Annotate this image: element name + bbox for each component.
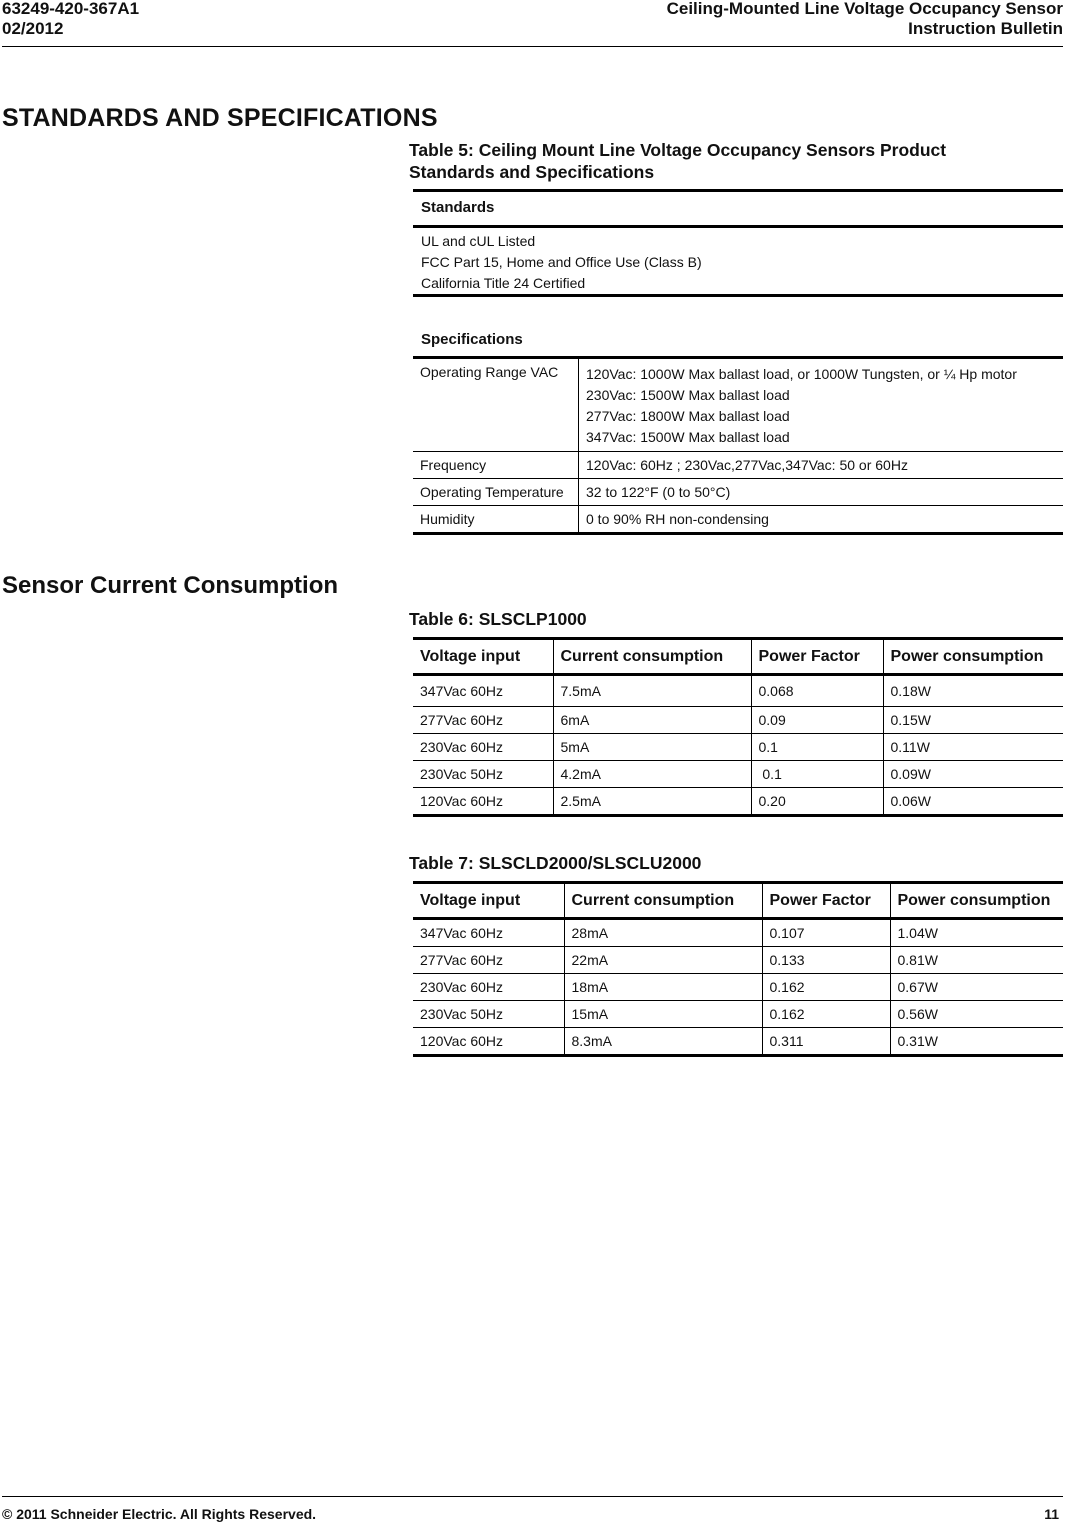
- table-header-row: [413, 639, 1063, 675]
- page-footer: [2, 1496, 1063, 1522]
- table-header-row: [413, 883, 1063, 919]
- spec-value: [579, 358, 1064, 452]
- table-cell: 277Vac 60Hz: [413, 947, 564, 974]
- section-heading-consumption: Sensor Current Consumption: [2, 572, 339, 599]
- table-cell: 0.18W: [883, 675, 1063, 707]
- table-cell: 0.81W: [890, 947, 1063, 974]
- table7-caption: Table 7: SLSCLD2000/SLSCLU2000: [409, 853, 702, 873]
- table-row: [413, 788, 1063, 816]
- table-cell: 0.06W: [883, 788, 1063, 816]
- column-header: Power consumption: [883, 639, 1063, 675]
- column-header: Current consumption: [564, 883, 762, 919]
- table-cell: 120Vac 60Hz: [413, 1028, 564, 1056]
- specifications-title: Specifications: [421, 331, 523, 348]
- spec-label: Operating Range VAC: [413, 358, 579, 452]
- header-left: [2, 0, 139, 39]
- table-row: [413, 947, 1063, 974]
- table-cell: 22mA: [564, 947, 762, 974]
- doc-subtitle: Instruction Bulletin: [908, 19, 1063, 38]
- table6-caption: Table 6: SLSCLP1000: [409, 609, 587, 629]
- table5-caption-line2: Standards and Specifications: [409, 162, 655, 182]
- table-cell: 347Vac 60Hz: [413, 919, 564, 947]
- table-cell: 8.3mA: [564, 1028, 762, 1056]
- spec-label: Frequency: [413, 452, 579, 479]
- table-cell: 0.56W: [890, 1001, 1063, 1028]
- table-row: [413, 707, 1063, 734]
- doc-title: Ceiling-Mounted Line Voltage Occupancy Sensor: [666, 0, 1063, 18]
- table-cell: 0.11W: [883, 734, 1063, 761]
- table-cell: 28mA: [564, 919, 762, 947]
- table-cell: 0.09W: [883, 761, 1063, 788]
- rule: [413, 225, 1063, 228]
- spec-value-line: 347Vac: 1500W Max ballast load: [586, 429, 790, 445]
- column-header: Voltage input: [413, 639, 553, 675]
- table-cell: 1.04W: [890, 919, 1063, 947]
- spec-value: 0 to 90% RH non-condensing: [579, 506, 1064, 534]
- standards-list: [421, 231, 702, 294]
- table-row: [413, 452, 1063, 479]
- table-cell: 0.068: [751, 675, 883, 707]
- table-row: [413, 974, 1063, 1001]
- spec-label: Humidity: [413, 506, 579, 534]
- table-cell: 0.1: [751, 761, 883, 788]
- table-cell: 15mA: [564, 1001, 762, 1028]
- section-heading-standards: STANDARDS AND SPECIFICATIONS: [2, 104, 438, 132]
- table-row: [413, 479, 1063, 506]
- spec-label: Operating Temperature: [413, 479, 579, 506]
- table-cell: 0.09: [751, 707, 883, 734]
- spec-value: 32 to 122°F (0 to 50°C): [579, 479, 1064, 506]
- table-cell: 0.15W: [883, 707, 1063, 734]
- page-header: [2, 0, 1063, 47]
- table-row: [413, 358, 1063, 452]
- table-cell: 0.311: [762, 1028, 890, 1056]
- table-cell: 7.5mA: [553, 675, 751, 707]
- table-cell: 0.162: [762, 974, 890, 1001]
- spec-value-line: 230Vac: 1500W Max ballast load: [586, 387, 790, 403]
- table-row: [413, 1001, 1063, 1028]
- table-cell: 6mA: [553, 707, 751, 734]
- table-cell: 2.5mA: [553, 788, 751, 816]
- table5-caption-line1: Table 5: Ceiling Mount Line Voltage Occupancy Sensors Product: [409, 140, 947, 160]
- table-cell: 0.107: [762, 919, 890, 947]
- table-cell: 5mA: [553, 734, 751, 761]
- table7: [413, 881, 1063, 1057]
- rule: [413, 189, 1063, 192]
- table-cell: 230Vac 50Hz: [413, 1001, 564, 1028]
- table-cell: 230Vac 60Hz: [413, 734, 553, 761]
- table-cell: 0.162: [762, 1001, 890, 1028]
- spec-value: 120Vac: 60Hz ; 230Vac,277Vac,347Vac: 50 or 60Hz: [579, 452, 1064, 479]
- standard-item: FCC Part 15, Home and Office Use (Class B): [421, 254, 702, 270]
- table-row: [413, 734, 1063, 761]
- table-cell: 277Vac 60Hz: [413, 707, 553, 734]
- table-cell: 0.20: [751, 788, 883, 816]
- specifications-table: [413, 356, 1063, 535]
- page-number: 11: [1044, 1506, 1059, 1522]
- doc-date: 02/2012: [2, 19, 64, 38]
- table-cell: 347Vac 60Hz: [413, 675, 553, 707]
- table-cell: 18mA: [564, 974, 762, 1001]
- table-cell: 120Vac 60Hz: [413, 788, 553, 816]
- standards-title: Standards: [421, 199, 495, 216]
- table-cell: 230Vac 60Hz: [413, 974, 564, 1001]
- table5-caption: [409, 139, 946, 183]
- spec-value-line: 277Vac: 1800W Max ballast load: [586, 408, 790, 424]
- table-cell: 0.31W: [890, 1028, 1063, 1056]
- column-header: Current consumption: [553, 639, 751, 675]
- table-cell: 230Vac 50Hz: [413, 761, 553, 788]
- copyright: © 2011 Schneider Electric. All Rights Reserved.: [2, 1506, 317, 1522]
- standard-item: California Title 24 Certified: [421, 275, 586, 291]
- spec-value-line: 120Vac: 1000W Max ballast load, or 1000W Tungsten, or ¼ Hp motor: [586, 366, 1017, 382]
- standard-item: UL and cUL Listed: [421, 233, 536, 249]
- rule: [413, 294, 1063, 297]
- column-header: Power Factor: [751, 639, 883, 675]
- table-cell: 0.133: [762, 947, 890, 974]
- column-header: Voltage input: [413, 883, 564, 919]
- table-row: [413, 761, 1063, 788]
- table-cell: 0.1: [751, 734, 883, 761]
- table6: [413, 637, 1063, 817]
- table-cell: 4.2mA: [553, 761, 751, 788]
- table-cell: 0.67W: [890, 974, 1063, 1001]
- table-row: [413, 919, 1063, 947]
- column-header: Power consumption: [890, 883, 1063, 919]
- table-row: [413, 1028, 1063, 1056]
- table-row: [413, 506, 1063, 534]
- column-header: Power Factor: [762, 883, 890, 919]
- header-right: [667, 0, 1063, 39]
- table-row: [413, 675, 1063, 707]
- doc-number: 63249-420-367A1: [2, 0, 140, 18]
